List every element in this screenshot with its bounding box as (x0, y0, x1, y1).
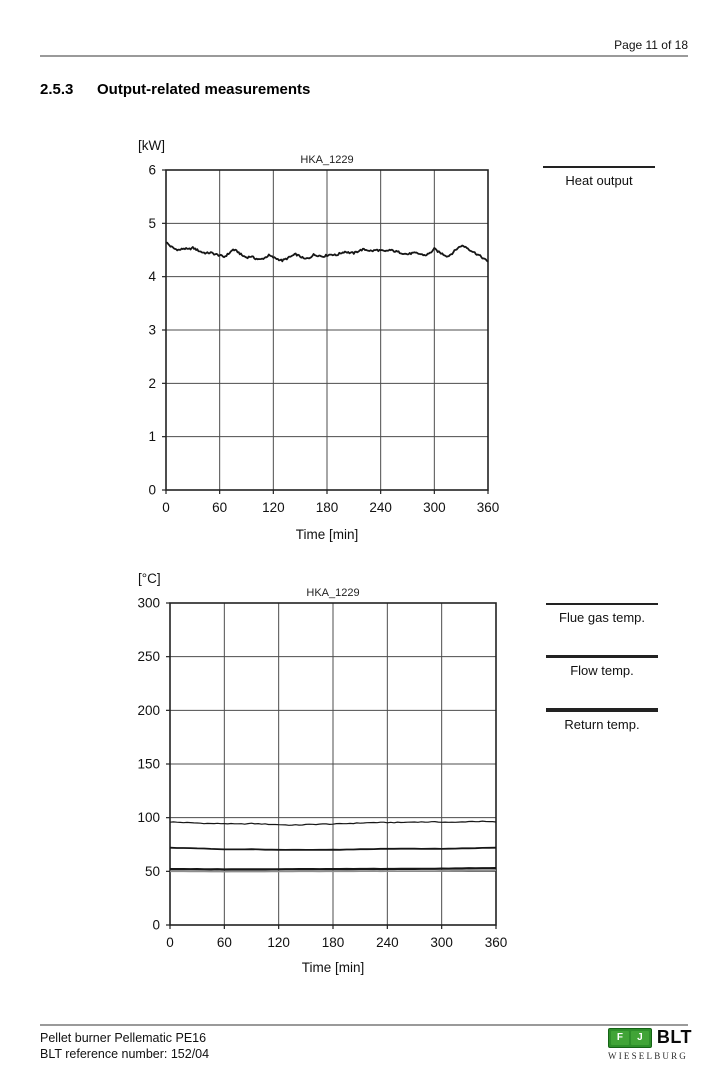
legend-line-return-temp (546, 708, 658, 712)
x-tick-label: 240 (369, 500, 392, 515)
legend-line-flow-temp (546, 655, 658, 658)
y-tick-label: 4 (148, 269, 156, 285)
x-axis-label: Time [min] (301, 960, 365, 975)
y-tick-label: 150 (137, 756, 160, 772)
legend-line-heat-output (543, 166, 655, 168)
x-tick-label: 300 (430, 935, 453, 950)
y-tick-label: 300 (137, 595, 160, 611)
x-tick-label: 360 (476, 500, 500, 515)
chart-title: HKA_1229 (306, 587, 360, 599)
blt-logo-row (608, 1027, 692, 1048)
blt-logo-green-box (608, 1028, 652, 1048)
temperature-chart (100, 571, 540, 991)
header-rule (40, 55, 688, 57)
x-axis-label: Time [min] (295, 527, 359, 542)
x-tick-label: 60 (216, 935, 232, 950)
blt-logo-cell-f: F (611, 1031, 629, 1045)
legend-line-flue-gas (546, 603, 658, 605)
temperature-plot (100, 571, 540, 971)
legend-entry-flue-gas (546, 603, 658, 625)
series-underlay-2 (170, 870, 496, 871)
x-tick-label: 120 (267, 935, 290, 950)
y-tick-label: 6 (148, 162, 156, 178)
x-tick-label: 300 (423, 500, 446, 515)
heat-output-plot (100, 138, 540, 538)
y-tick-label: 0 (148, 482, 156, 498)
series-line-2 (170, 868, 496, 869)
x-tick-label: 360 (484, 935, 508, 950)
y-tick-label: 100 (137, 810, 160, 826)
y-tick-label: 2 (148, 375, 156, 391)
blt-logo (608, 1027, 692, 1061)
chart-title: HKA_1229 (300, 154, 354, 166)
legend-entry-flow-temp (546, 655, 658, 678)
legend-label-flue-gas: Flue gas temp. (559, 610, 645, 625)
blt-logo-subtext: WIESELBURG (608, 1051, 688, 1061)
footer-rule (40, 1024, 688, 1026)
y-tick-label: 50 (144, 863, 160, 879)
x-tick-label: 0 (162, 500, 170, 515)
footer-product-name: Pellet burner Pellematic PE16 (40, 1031, 207, 1045)
x-tick-label: 0 (166, 935, 174, 950)
page-number: Page 11 of 18 (614, 38, 688, 52)
heat-output-chart (100, 138, 540, 558)
legend-entry-return-temp (546, 708, 658, 732)
section-title: Output-related measurements (97, 81, 311, 98)
x-tick-label: 180 (315, 500, 339, 515)
legend-heat-output (543, 166, 655, 188)
y-tick-label: 200 (137, 702, 160, 718)
blt-logo-brand: BLT (656, 1027, 692, 1047)
y-tick-label: 1 (148, 429, 156, 445)
x-tick-label: 240 (376, 935, 399, 950)
x-tick-label: 60 (212, 500, 228, 515)
y-tick-label: 3 (148, 322, 156, 338)
y-tick-label: 0 (152, 917, 160, 933)
blt-logo-cell-j: J (631, 1031, 649, 1045)
section-heading (40, 81, 310, 98)
legend-label-return-temp: Return temp. (564, 716, 640, 732)
y-axis-unit-label: [°C] (138, 571, 161, 586)
footer-reference-number: BLT reference number: 152/04 (40, 1047, 210, 1061)
x-tick-label: 120 (262, 500, 285, 515)
x-tick-label: 180 (321, 935, 345, 950)
legend-temperatures (546, 603, 658, 773)
y-axis-unit-label: [kW] (138, 138, 165, 153)
legend-label-heat-output: Heat output (565, 173, 633, 188)
y-tick-label: 250 (137, 649, 160, 665)
y-tick-label: 5 (148, 215, 156, 231)
legend-label-flow-temp: Flow temp. (570, 662, 634, 678)
section-number: 2.5.3 (40, 81, 74, 98)
